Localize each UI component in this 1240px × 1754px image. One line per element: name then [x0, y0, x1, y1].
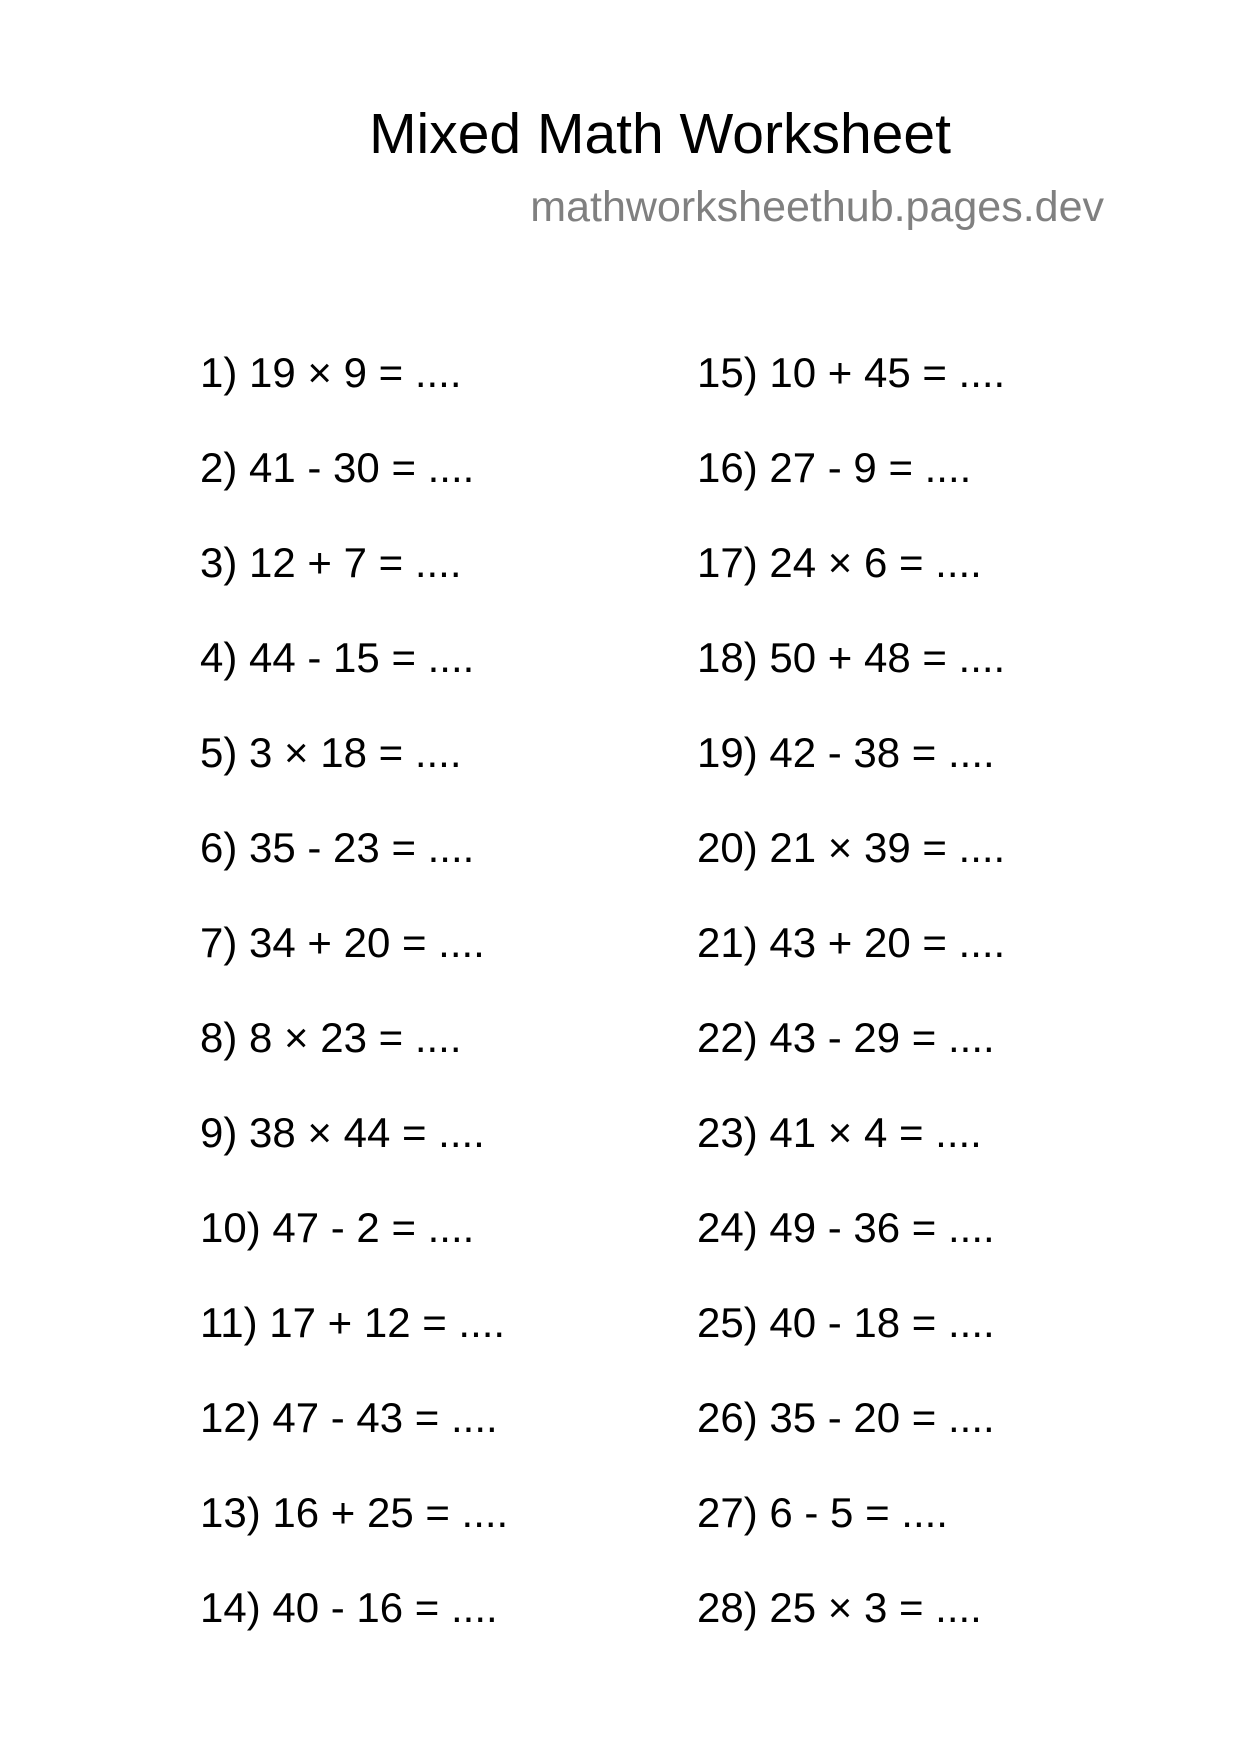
- problem-item: 19) 42 - 38 = ....: [697, 729, 995, 776]
- problem-item: 23) 41 × 4 = ....: [697, 1109, 982, 1156]
- problem-item: 21) 43 + 20 = ....: [697, 919, 1006, 966]
- worksheet-title: Mixed Math Worksheet: [369, 102, 951, 166]
- problem-item: 25) 40 - 18 = ....: [697, 1299, 995, 1346]
- problem-item: 16) 27 - 9 = ....: [697, 444, 972, 491]
- problem-item: 7) 34 + 20 = ....: [200, 919, 485, 966]
- problem-item: 4) 44 - 15 = ....: [200, 634, 475, 681]
- problem-item: 22) 43 - 29 = ....: [697, 1014, 995, 1061]
- problem-column-left: [200, 348, 508, 1678]
- problem-item: 3) 12 + 7 = ....: [200, 539, 462, 586]
- problem-item: 1) 19 × 9 = ....: [200, 349, 462, 396]
- problem-item: 12) 47 - 43 = ....: [200, 1394, 498, 1441]
- source-url: mathworksheethub.pages.dev: [530, 183, 1104, 231]
- problem-item: 5) 3 × 18 = ....: [200, 729, 462, 776]
- problem-item: 17) 24 × 6 = ....: [697, 539, 982, 586]
- problem-item: 28) 25 × 3 = ....: [697, 1584, 982, 1631]
- problem-item: 15) 10 + 45 = ....: [697, 349, 1006, 396]
- problem-item: 18) 50 + 48 = ....: [697, 634, 1006, 681]
- problem-item: 8) 8 × 23 = ....: [200, 1014, 462, 1061]
- problem-item: 27) 6 - 5 = ....: [697, 1489, 948, 1536]
- problem-item: 14) 40 - 16 = ....: [200, 1584, 498, 1631]
- problem-item: 11) 17 + 12 = ....: [200, 1299, 506, 1346]
- problem-item: 10) 47 - 2 = ....: [200, 1204, 475, 1251]
- problem-item: 6) 35 - 23 = ....: [200, 824, 475, 871]
- problem-item: 9) 38 × 44 = ....: [200, 1109, 485, 1156]
- problem-item: 24) 49 - 36 = ....: [697, 1204, 995, 1251]
- problem-item: 13) 16 + 25 = ....: [200, 1489, 509, 1536]
- problem-item: 2) 41 - 30 = ....: [200, 444, 475, 491]
- problem-column-right: [697, 348, 1005, 1678]
- problem-item: 26) 35 - 20 = ....: [697, 1394, 995, 1441]
- problem-item: 20) 21 × 39 = ....: [697, 824, 1006, 871]
